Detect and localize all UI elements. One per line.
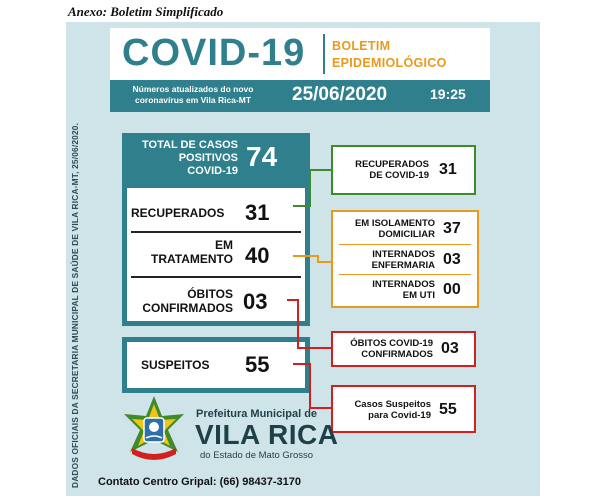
covid-title: COVID-19 <box>122 32 306 74</box>
ward-label <box>337 249 435 271</box>
detail-divider <box>339 244 471 245</box>
suspects-value: 55 <box>245 352 270 377</box>
isolation-label <box>337 218 435 240</box>
isolation-line-2: DOMICILIAR <box>378 229 435 240</box>
total-line-1: TOTAL DE CASOS <box>142 139 238 151</box>
deaths-detail-line-1: ÓBITOS COVID-19 <box>350 338 433 349</box>
ward-line-2: ENFERMARIA <box>371 260 435 271</box>
recovered-detail-value: 31 <box>439 161 457 178</box>
suspects-detail-box <box>331 385 476 433</box>
icu-line-1: INTERNADOS <box>372 279 435 290</box>
bulletin-date: 25/06/2020 <box>292 84 388 105</box>
suspects-detail-line-1: Casos Suspeitos <box>354 399 431 410</box>
recovered-detail-line-2: DE COVID-19 <box>369 170 429 181</box>
isolation-line-1: EM ISOLAMENTO <box>354 218 435 229</box>
suspects-detail-line-2: para Covid-19 <box>368 410 431 421</box>
recovered-detail-label <box>337 159 429 181</box>
ward-line-1: INTERNADOS <box>372 249 435 260</box>
deaths-line-2: CONFIRMADOS <box>142 301 233 315</box>
icu-line-2: EM UTI <box>402 290 435 301</box>
bulletin-time: 19:25 <box>430 86 466 102</box>
ward-value: 03 <box>443 251 461 268</box>
deaths-detail-label <box>337 338 433 360</box>
treatment-detail-box <box>331 210 479 308</box>
contact-info: Contato Centro Gripal: (66) 98437-3170 <box>98 476 301 488</box>
boletim-line-2: EPIDEMIOLÓGICO <box>332 56 447 70</box>
total-cases-value: 74 <box>246 141 278 172</box>
icu-value: 00 <box>443 281 461 298</box>
updated-line-2: coronavírus em Vila Rica-MT <box>134 95 252 105</box>
icu-label <box>337 279 435 301</box>
total-line-3: COVID-19 <box>187 165 238 177</box>
suspects-detail-label <box>337 399 431 421</box>
recovered-detail-box <box>331 145 476 195</box>
state-label: do Estado de Mato Grosso <box>200 450 314 461</box>
suspects-connector <box>293 364 331 408</box>
treatment-value: 40 <box>245 243 270 268</box>
recovered-label: RECUPERADOS <box>131 206 225 220</box>
deaths-line-1: ÓBITOS <box>187 287 233 301</box>
vila-rica-crest-icon <box>118 394 190 466</box>
treatment-connector <box>293 256 331 262</box>
recovered-detail-line-1: RECUPERADOS <box>355 159 429 170</box>
annex-title: Anexo: Boletim Simplificado <box>68 4 224 19</box>
total-line-2: POSITIVOS <box>178 152 238 164</box>
deaths-detail-line-2: CONFIRMADOS <box>361 349 433 360</box>
suspects-label: SUSPEITOS <box>141 358 210 372</box>
recovered-connector <box>293 170 331 206</box>
deaths-detail-value: 03 <box>441 340 459 357</box>
official-data-note: DADOS OFICIAIS DA SECRETARIA MUNICIPAL DE SAÚDE DE VILA RICA-MT, 25/06/2020. <box>70 122 80 488</box>
deaths-value: 03 <box>243 289 268 314</box>
city-name: VILA RICA <box>195 419 339 450</box>
treatment-line-2: TRATAMENTO <box>151 252 233 266</box>
detail-divider <box>339 274 471 275</box>
deaths-connector <box>287 300 331 348</box>
updated-line-1: Números atualizados do novo <box>132 84 254 94</box>
boletim-line-1: BOLETIM <box>332 39 391 53</box>
prefeitura-label: Prefeitura Municipal de <box>196 408 318 420</box>
deaths-detail-box <box>331 331 476 367</box>
suspects-detail-value: 55 <box>439 401 457 418</box>
isolation-value: 37 <box>443 220 461 237</box>
recovered-value: 31 <box>245 200 270 225</box>
treatment-line-1: EM <box>215 238 233 252</box>
